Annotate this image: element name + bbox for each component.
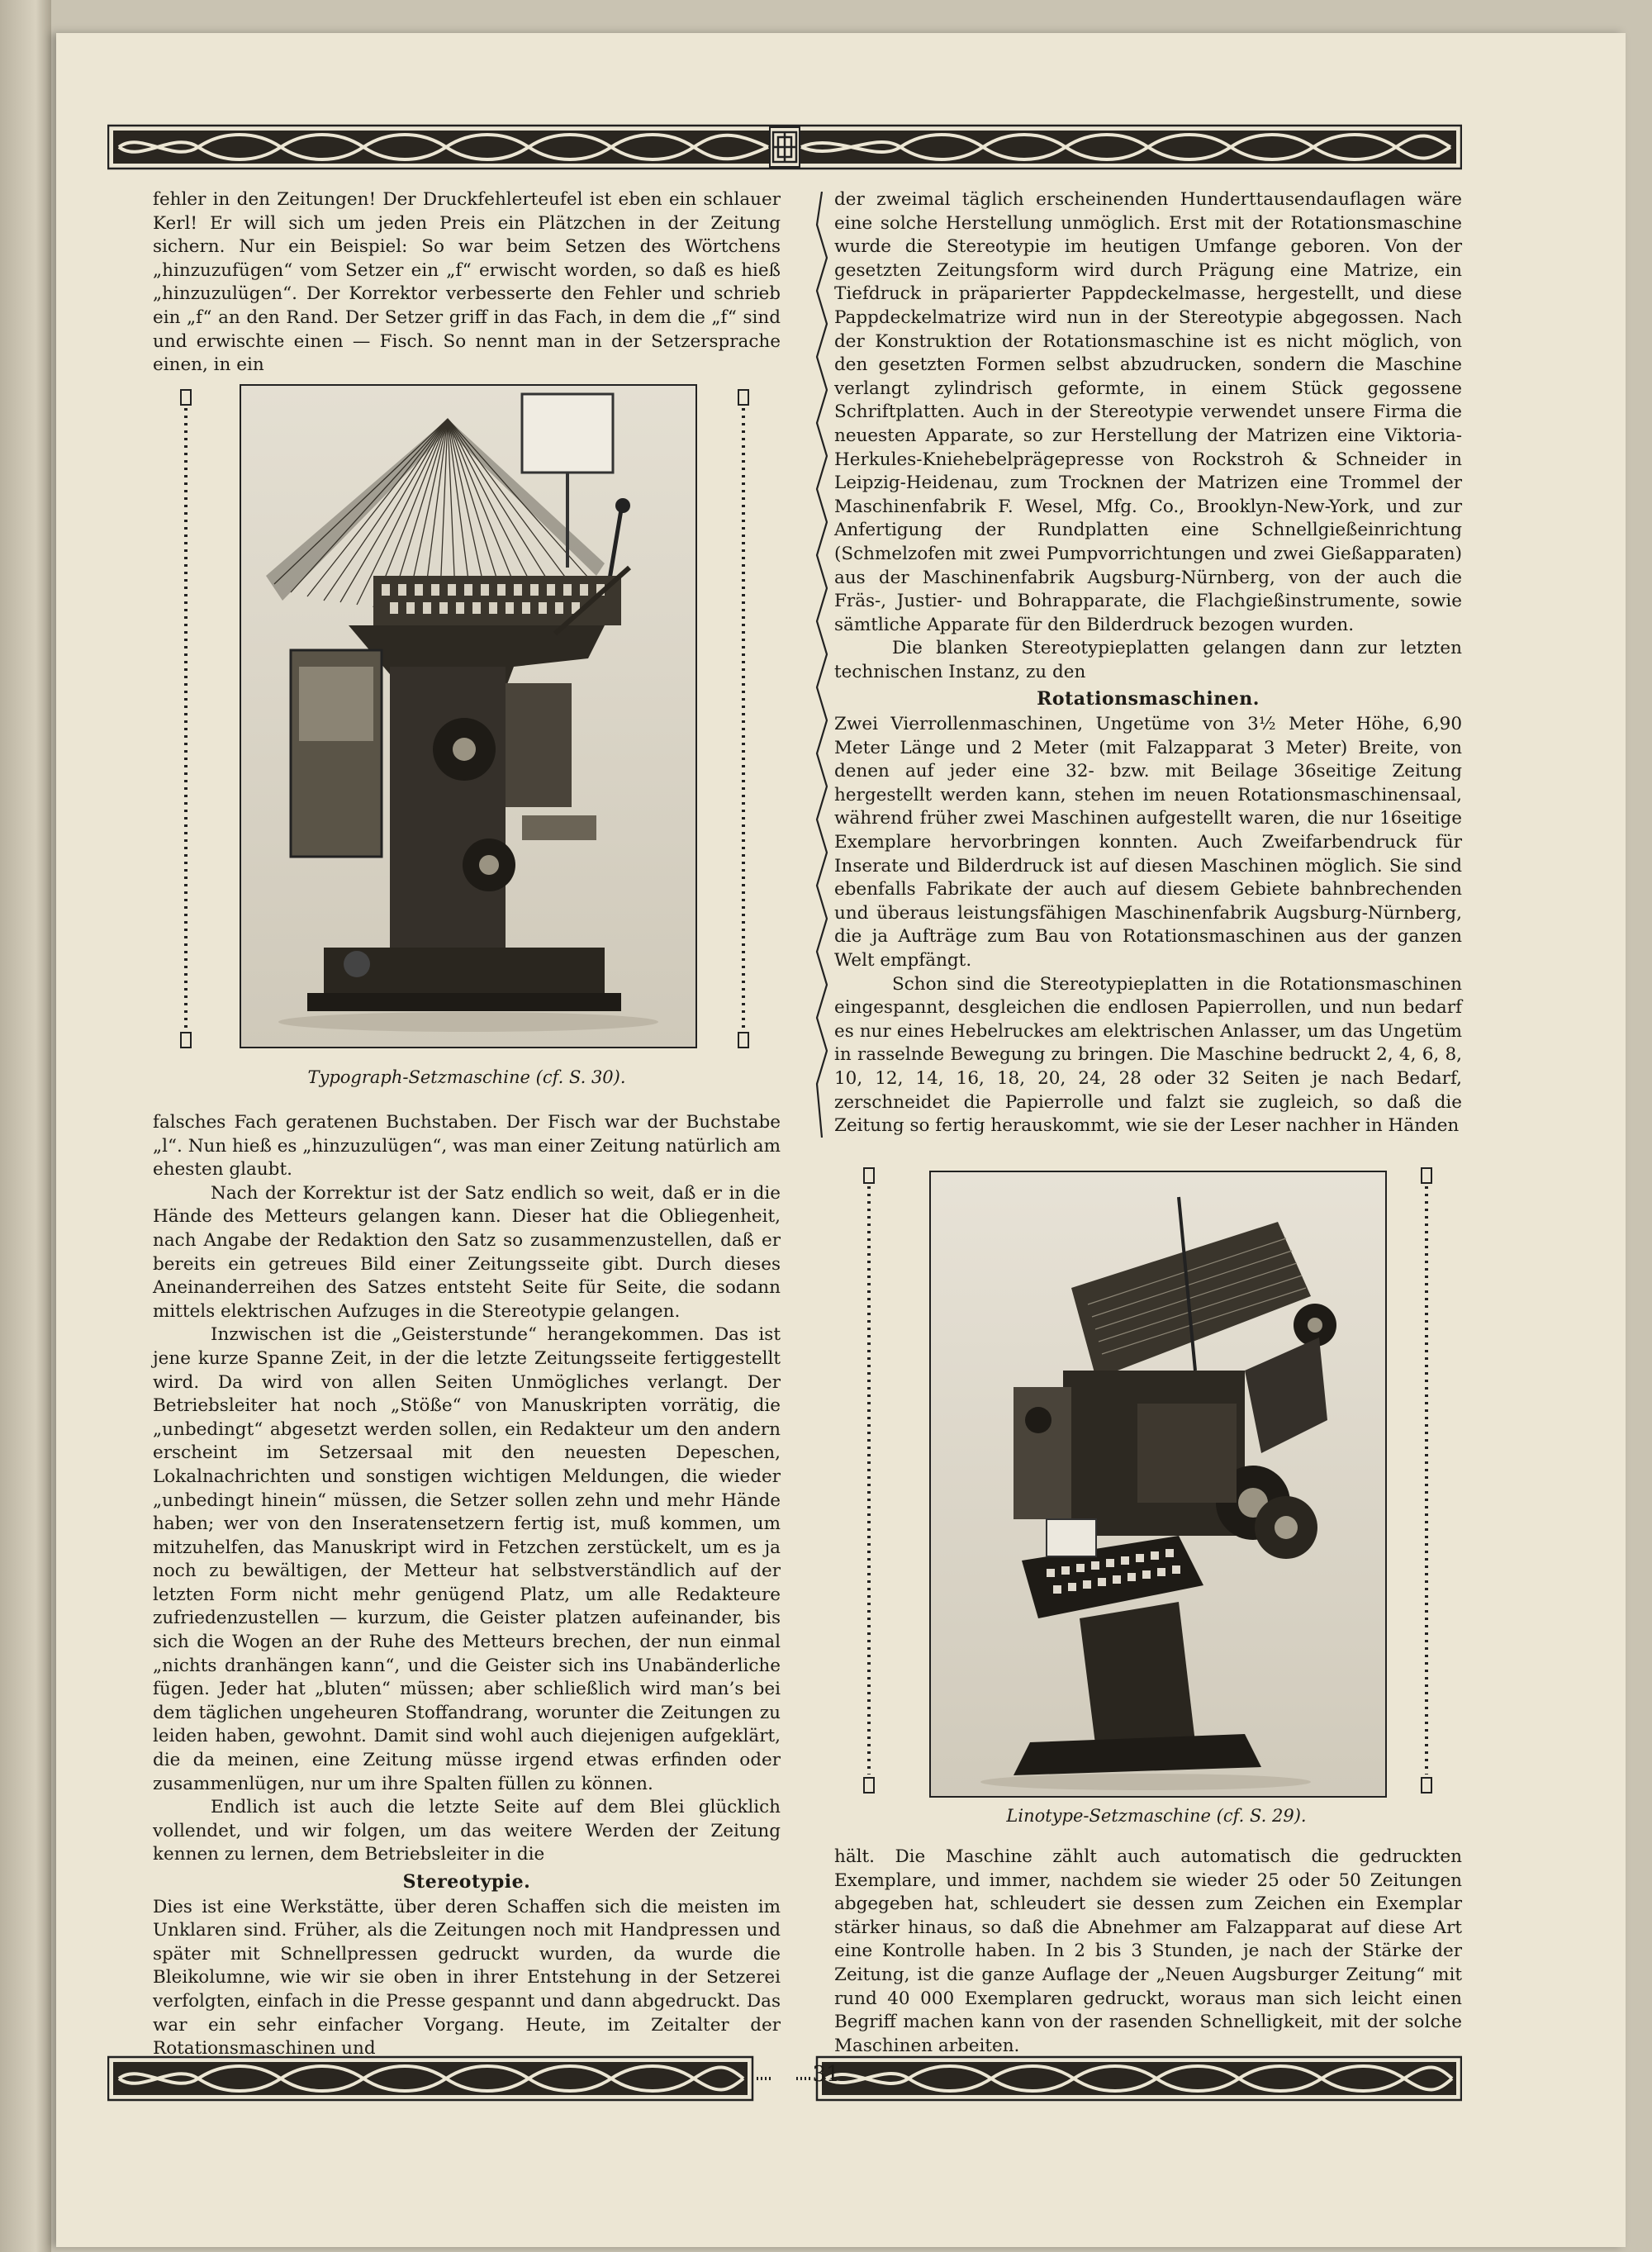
left-paragraph-1: falsches Fach geratenen Buchstaben. Der Fisch war der Buchstabe „l“. Nun hieß es „hinzuzulügen“, was man einer Zeitung natürlich am ehesten glaubt. (153, 1112, 781, 1181)
right-paragraph-1: Zwei Vierrollenmaschinen, Ungetüme von 3½ Meter Höhe, 6,90 Meter Länge und 2 Meter (mit Falzapparat 3 Meter) Breite, von denen auf jeder eine 32- bzw. mit Beilage 36seitige Zeitung hergestellt werden kann, stehen im neuen Rotationsmaschinensaal, während früher zwei Maschinen aufgestellt waren, die nur 16seitige Exemplare hervorbringen konnten. Auch Zweifarbendruck für Inserate und Bilderdruck ist auf diesen Maschinen möglich. Sie sind ebenfalls Fabrikate der auch auf diesem Gebiete bahnbrechenden und überaus leistungsfähigen Maschinenfabrik Augsburg-Nürnberg, die ja Aufträge zum Bau von Rotationsmaschinen aus der ganzen Welt empfängt. (834, 714, 1462, 971)
linotype-machine-photo (929, 1171, 1387, 1798)
rotationsmaschinen-heading: Rotationsmaschinen. (1037, 688, 1260, 710)
typograph-machine-photo (240, 384, 697, 1048)
left-paragraph-3: Inzwischen ist die „Geisterstunde“ herangekommen. Das ist jene kurze Spanne Zeit, in der die letzte Zeitungsseite fertiggestellt wird. Da wird von allen Seiten Unmögliches verlangt. Der Betriebsleiter hat noch „Stöße“ von Manuskripten vorrätig, die „unbedingt“ abgesetzt werden sollen, ein Redakteur um den andern erscheint im Setzersaal mit den neuesten Depeschen, Lokalnachrichten und sonstigen wichtigen Meldungen, die wieder „unbedingt hinein“ müssen, die Setzer sollen zehn und mehr Hände haben; wer von den Inseratensetzern fertig ist, muß kommen, um mitzuhelfen, das Manuskript wird in Fetzchen zerstückelt, um es ja noch zu bewältigen, der Metteur hat selbstverständlich auf der letzten Form nicht mehr genügend Platz, um alle Redakteure zufriedenzustellen — kurzum, die Geister platzen aufeinander, bis sich die Wogen an der Ruhe des Metteurs brechen, der nun einmal „nichts dranhängen kann“, und die Geister sich ins Unabänderliche fügen. Jeder hat „bluten“ müssen; aber schließlich wird man’s bei dem täglichen ungeheuren Stoffandrang, worunter die Zeitungen zu leiden haben, gewohnt. Damit sind wohl auch diejenigen aufgeklärt, die da meinen, eine Zeitung müsse irgend etwas erfinden oder zusammenlügen, nur um ihre Spalten füllen zu können. (153, 1324, 781, 1794)
typograph-caption: Typograph-Setzmaschine (cf. S. 30). (307, 1067, 626, 1087)
left-figure-dotted-frame-left (180, 388, 192, 1049)
right-column-lower-text (834, 1846, 1462, 2058)
right-closing-paragraph: hält. Die Maschine zählt auch automatisch die gedruckten Exemplare, und immer, nachdem sie wieder 25 oder 50 Zeitungen abgegeben hat, schleudert sie dessen zum Zeichen ein Exemplar stärker hinaus, so daß die Abnehmer am Falzapparat auf diese Art eine Kontrolle haben. In 2 bis 3 Stunden, je nach der Stärke der Zeitung, ist die ganze Auflage der „Neuen Augsburger Zeitung“ mit rund 40 000 Exemplaren gedruckt, woraus man sich leicht einen Begriff machen kann von der rasenden Schnelligkeit, mit der solche Maschinen arbeiten. (834, 1846, 1462, 2056)
stereotypie-heading: Stereotypie. (402, 1871, 531, 1893)
linotype-caption: Linotype-Setzmaschine (cf. S. 29). (1006, 1806, 1307, 1826)
right-second-paragraph: Die blanken Stereotypieplatten gelangen dann zur letzten technischen Instanz, zu den (834, 638, 1462, 682)
left-closing-paragraph: Dies ist eine Werkstätte, über deren Schaffen sich die meisten im Unklaren sind. Früher, als die Zeitungen noch mit Handpressen und später mit Schnellpressen gedruckt wurden, da wurde die Bleikolumne, wie wir sie oben in ihrer Entstehung in der Setzerei verfolgten, einfach in die Presse gespannt und dann abgedruckt. Das war ein sehr einfacher Vorgang. Heute, im Zeitalter der Rotationsmaschinen und (153, 1896, 781, 2060)
left-paragraph-2: Nach der Korrektur ist der Satz endlich so weit, daß er in die Hände des Metteurs gelangen kann. Dieser hat die Obliegenheit, nach Angabe der Redaktion den Satz so zusammenzustellen, daß er bereits ein getreues Bild einer Zeitungsseite gibt. Durch dieses Aneinanderreihen des Satzes entsteht Seite für Seite, die sodann mittels elektrischen Aufzuges in die Stereotypie gelangen. (153, 1182, 781, 1322)
book-binding-edge (0, 0, 51, 2252)
left-figure-dotted-frame-right (738, 388, 749, 1049)
column-divider (814, 192, 830, 1138)
right-column-top-text (834, 188, 1462, 1138)
top-ornament-border (107, 124, 1462, 170)
left-column-top-text (153, 188, 781, 378)
right-top-paragraph: der zweimal täglich erscheinenden Hunderttausendauflagen wäre eine solche Herstellung unmöglich. Erst mit der Rotationsmaschine wurde die Stereotypie im heutigen Umfange geboren. Von der gesetzten Zeitungsform wird durch Prägung eine Matrize, ein Tiefdruck in präparierter Pappdeckelmasse, hergestellt, und diese Pappdeckelmatrize wird nun in der Stereotypie abgegossen. Nach der Konstruktion der Rotationsmaschine ist es nicht möglich, von den gesetzten Formen selbst abzudrucken, sondern die Maschine verlangt zylindrisch geformte, in einem Stück gegossene Schriftplatten. Auch in der Stereotypie verwendet unsere Firma die neuesten Apparate, so zur Herstellung der Matrizen eine Viktoria-Herkules-Kniehebelprägepresse von Rockstroh & Schneider in Leipzig-Heidenau, zum Trocknen der Matrizen eine Trommel der Maschinenfabrik F. Wesel, Mfg. Co., Brooklyn-New-York, und zur Anfertigung der Rundplatten eine Schnellgießeinrichtung (Schmelzofen mit zwei Pumpvorrichtungen und zwei Gießapparaten) aus der Maschinenfabrik Augsburg-Nürnberg, von der auch die Fräs-, Justier- und Bohrapparate, die Flachgießinstrumente, sowie sämtliche Apparate für den Bilderdruck bezogen wurden. (834, 189, 1462, 635)
right-figure-dotted-frame-right (1421, 1166, 1432, 1794)
right-figure-dotted-frame-left (863, 1166, 875, 1794)
left-top-paragraph: fehler in den Zeitungen! Der Druckfehlerteufel ist eben ein schlauer Kerl! Er will sich um jeden Preis ein Plätzchen in der Zeitung sichern. Nur ein Beispiel: So war beim Setzen des Wörtchens „hinzuzufügen“ vom Setzer ein „f“ erwischt worden, so daß es hieß „hinzuzulügen“. Der Korrektor verbesserte den Fehler und schrieb ein „f“ an den Rand. Der Setzer griff in das Fach, in dem die „f“ sind und erwischte einen — Fisch. So nennt man in der Setzersprache einen, in ein (153, 189, 781, 376)
page-number: 31 (812, 2062, 840, 2087)
left-column-lower-text (153, 1111, 781, 2061)
left-paragraph-4: Endlich ist auch die letzte Seite auf dem Blei glücklich vollendet, und wir folgen, um das weitere Werden der Zeitung kennen zu lernen, dem Betriebsleiter in die (153, 1797, 781, 1865)
right-paragraph-2: Schon sind die Stereotypieplatten in die Rotationsmaschinen eingespannt, desgleichen die endlosen Papierrollen, und nun bedarf es nur eines Hebelruckes am elektrischen Anlasser, um das Ungetüm in rasselnde Bewegung zu bringen. Die Maschine bedruckt 2, 4, 6, 8, 10, 12, 14, 16, 18, 20, 24, 28 oder 32 Seiten je nach Bedarf, zerschneidet die Papierrolle und falzt sie zugleich, so daß die Zeitung so fertig herauskommt, wie sie der Leser nachher in Händen (834, 973, 1462, 1137)
